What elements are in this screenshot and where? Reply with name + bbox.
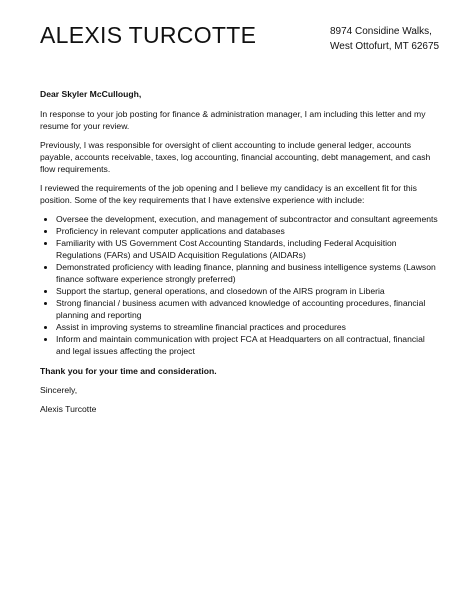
list-item: • Oversee the development, execution, and management of subcontractor and consultant agreements bbox=[56, 213, 440, 225]
list-item: • Inform and maintain communication with project FCA at Headquarters on all contractual, financial and legal issues affecting the project bbox=[56, 333, 440, 357]
letter-body bbox=[40, 88, 440, 422]
greeting: Dear Skyler McCullough, bbox=[40, 89, 142, 99]
applicant-address bbox=[330, 24, 439, 54]
thanks-line: Thank you for your time and consideration. bbox=[40, 366, 217, 376]
requirements-list bbox=[40, 213, 440, 357]
paragraph-1: In response to your job posting for finance & administration manager, I am including this letter and my resume for your review. bbox=[40, 109, 426, 131]
list-item: • Assist in improving systems to streamline financial practices and procedures bbox=[56, 321, 440, 333]
paragraph-3: I reviewed the requirements of the job opening and I believe my candidacy is an excellent fit for this position. Some of the key requirements that I have extensive experience with include: bbox=[40, 183, 417, 205]
address-line-2: West Ottofurt, MT 62675 bbox=[330, 41, 440, 52]
signature-name: Alexis Turcotte bbox=[40, 404, 97, 414]
closing: Sincerely, bbox=[40, 385, 78, 395]
list-item: • Proficiency in relevant computer applications and databases bbox=[56, 225, 440, 237]
list-item: • Familiarity with US Government Cost Accounting Standards, including Federal Acquisition Regulations (FARs) and USAID Acquisition Regulations (AIDARs) bbox=[56, 237, 440, 261]
applicant-name: ALEXIS TURCOTTE bbox=[40, 22, 257, 48]
list-item: • Support the startup, general operations, and closedown of the AIRS program in Liberia bbox=[56, 285, 440, 297]
list-item: • Strong financial / business acumen with advanced knowledge of accounting procedures, financial planning and reporting bbox=[56, 297, 440, 321]
list-item: • Demonstrated proficiency with leading finance, planning and business intelligence systems (Lawson finance software experience strongly preferred) bbox=[56, 261, 440, 285]
paragraph-2: Previously, I was responsible for oversight of client accounting to include general ledger, accounts payable, accounts receivable, taxes, log accounting, financial accounting, debt management, and cash flow requirements. bbox=[40, 140, 431, 174]
address-line-1: 8974 Considine Walks, bbox=[330, 26, 432, 37]
